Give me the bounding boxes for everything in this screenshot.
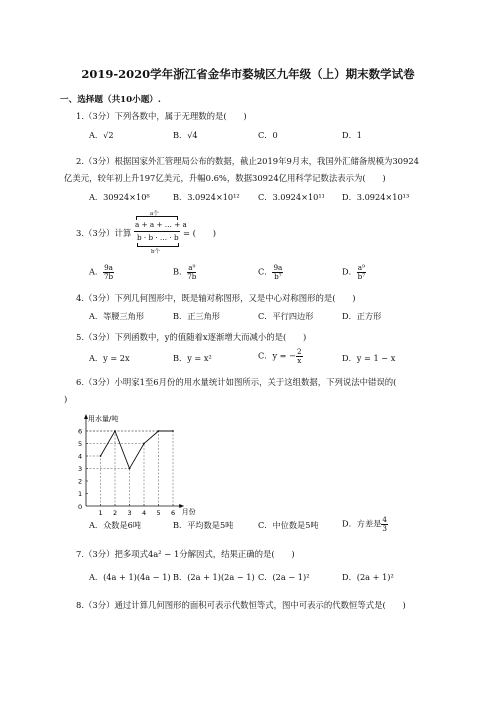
q1-option-b: B．√4 [173,130,198,140]
x-tick-label: 3 [127,509,132,517]
water-usage-line-chart [72,412,196,524]
q5-option-c: C．y = − $\frac{2}{x}$ [258,347,302,365]
q3-option-a: A． $\frac{9a}{7b}$ [89,263,114,281]
data-point [143,443,145,445]
page-title: 2019-2020学年浙江省金华市婺城区九年级（上）期末数学试卷 [81,67,415,81]
q7-option-c: C．(2a − 1)² [258,572,310,582]
q1-option-d: D．1 [342,130,362,140]
y-tick-label: 3 [78,465,83,473]
data-point [172,430,174,432]
q3-option-c: C． $\frac{9a}{\text{b⁷}}$ [258,263,283,281]
q5-option-b: B．y = x² [173,353,212,363]
q6-option-a: A．众数是6吨 [89,520,142,530]
q4-option-d: D．正方形 [342,311,382,321]
q3-option-d: D． $\frac{\text{a⁹}}{\text{b⁷}}$ [342,263,366,281]
q4-option-b: B．正三角形 [173,311,220,321]
question-8: 8.（3分）通过计算几何图形的面积可表示代数恒等式，图中可表示的代数恒等式是( ) [76,600,406,610]
question-4: 4.（3分）下列几何图形中，既是轴对称图形，又是中心对称图形的是( ) [76,293,356,303]
question-6-line1: 6.（3分）小明家1至6月份的用水量统计如图所示，关于这组数据，下列说法中错误的( [76,377,397,387]
y-tick-label: 5 [78,440,83,448]
data-point [100,455,102,457]
x-tick-label: 4 [142,509,147,517]
data-point [129,468,131,470]
q7-option-a: A．(4a + 1)(4a − 1) [89,572,171,582]
q4-option-c: C．平行四边形 [258,311,314,321]
data-point [158,430,160,432]
q7-option-b: B．(2a + 1)(2a − 1) [173,572,255,582]
question-3: 3.（3分）计算 [76,228,132,238]
question-2-line2: 亿美元，较年初上升197亿美元，升幅0.6%，数据30924亿用科学记数法表示为( ) [64,173,386,183]
series-line [101,431,174,469]
x-axis-label: 月份 [181,508,196,516]
x-tick-label: 2 [113,509,118,517]
x-tick-label: 1 [98,509,103,517]
q3-tail: = ( ) [183,228,216,238]
y-tick-label: 6 [78,427,83,436]
origin-label: 0 [78,503,83,511]
x-tick-label: 5 [156,509,161,517]
q3-denominator: b · b · … · b [137,233,179,242]
q1-option-c: C．0 [258,130,278,140]
q6-option-c: C．中位数是5吨 [258,520,319,530]
q3-numerator: a + a + … + a [135,220,187,229]
q5-option-d: D．y = 1 − x [342,353,396,363]
question-7: 7.（3分）把多项式4a² − 1分解因式，结果正确的是( ) [76,549,295,559]
data-point [114,430,116,432]
q3-top-brace-label: a个 [150,211,159,217]
question-5: 5.（3分）下列函数中，y的值随着x逐渐增大而减小的是( ) [76,332,307,342]
x-tick-label: 6 [171,509,176,517]
section-heading: 一、选择题（共10小题）. [60,95,161,105]
q2-option-a: A．30924×10⁸ [89,192,150,202]
q4-option-a: A．等腰三角形 [89,311,145,321]
q3-option-b: B． $\frac{\text{a⁹}}{7b}$ [173,263,197,281]
y-tick-label: 4 [78,452,83,461]
q6-option-d: D．方差是 $\frac{4}{3}$ [342,515,387,533]
question-1: 1.（3分）下列各数中，属于无理数的是( ) [76,111,247,121]
question-2-line1: 2.（3分）根据国家外汇管理局公布的数据，截止2019年9月末，我国外汇储备规模为30924 [76,156,419,166]
question-6-line2: ) [64,394,68,404]
q1-option-a: A．√2 [89,130,114,140]
y-tick-label: 1 [78,490,83,498]
q2-option-b: B．3.0924×10¹² [173,192,240,202]
q5-option-a: A．y = 2x [89,353,130,363]
q2-option-d: D．3.0924×10¹³ [342,192,410,202]
y-axis-label: 用水量/吨 [88,415,119,423]
q7-option-d: D．(2a + 1)² [342,572,394,582]
q2-option-c: C．3.0924×10¹¹ [258,192,325,202]
y-tick-label: 2 [78,477,83,486]
q6-option-b: B．平均数是5吨 [173,520,234,530]
q3-fraction-bar [134,231,180,232]
q3-bottom-brace-label: b个 [151,249,161,255]
